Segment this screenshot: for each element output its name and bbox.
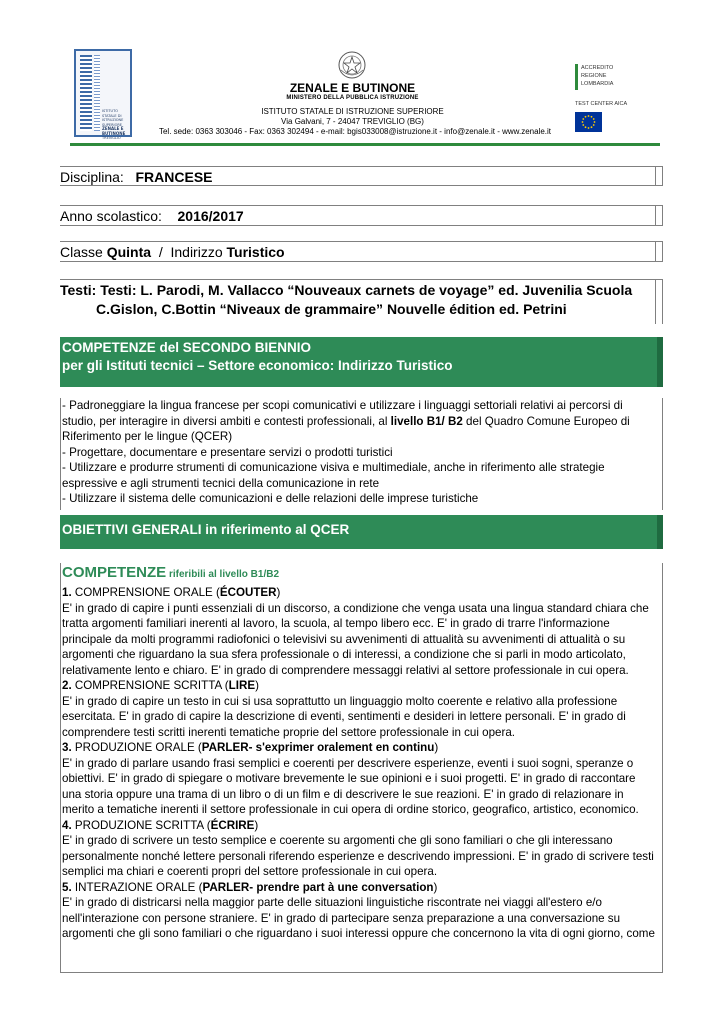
competenze-item: espressive e agli strumenti tecnici della comunicazione in rete bbox=[62, 476, 380, 490]
competenze-item: - Progettare, documentare e presentare servizi o prodotti turistici bbox=[62, 445, 393, 459]
test-center-label: TEST CENTER AICA bbox=[575, 101, 628, 107]
contacts-line: Tel. sede: 0363 303046 - Fax: 0363 302494 - e-mail: bgis033008@istruzione.it - info@zenale.it - www.zenale.it bbox=[158, 127, 552, 136]
section-text: personalmente nonché lettere personali riferendo esperienze e descrivendo impressioni. E' in grado di scrivere testi bbox=[62, 849, 654, 863]
section-text: E' in grado di scrivere un testo semplice e coerente su argomenti che gli sono familiari o che gli interessano bbox=[62, 834, 613, 847]
header-rule bbox=[70, 143, 660, 146]
anno-label: Anno scolastico: bbox=[60, 208, 162, 224]
anno-row bbox=[60, 205, 663, 226]
section-text: tratta argomenti familiari inerenti al lavoro, la scuola, al tempo libero ecc. E' in grado di trarre l'informazione bbox=[62, 617, 610, 630]
indirizzo-value: Turistico bbox=[226, 244, 285, 260]
school-logo-icon: ISTITUTO STATALE DI ISTRUZIONE SUPERIORE ZENALE E BUTINONE TREVIGLIO bbox=[74, 49, 132, 137]
section-text: obiettivi. E' in grado di spiegare o motivare brevemente le sue opinioni e i suoi progetti. E' in grado di raccontare bbox=[62, 772, 636, 785]
classe-value: Quinta bbox=[106, 244, 152, 260]
testi-line-2: C.Gislon, C.Bottin “Niveaux de grammaire” Nouvelle édition ed. Petrini bbox=[96, 301, 567, 317]
classe-row bbox=[60, 241, 663, 262]
address-line: Via Galvani, 7 - 24047 TREVIGLIO (BG) bbox=[281, 117, 424, 126]
testi-line-1: Testi: Testi: L. Parodi, M. Vallacco “Nouveaux carnets de voyage” ed. Juvenilia Scuola bbox=[60, 282, 633, 298]
indirizzo-label: Indirizzo bbox=[170, 244, 223, 260]
anno-value: 2016/2017 bbox=[177, 208, 244, 224]
section-heading: 1. COMPRENSIONE ORALE (ÉCOUTER) bbox=[62, 586, 281, 599]
section-heading: 5. INTERAZIONE ORALE (PARLER- prendre part à une conversation) bbox=[62, 880, 438, 894]
competenze-item: - Utilizzare il sistema delle comunicazioni e delle relazioni delle imprese turistiche bbox=[62, 492, 479, 505]
section-text: principale da molti programmi radiofonici o televisivi su avvenimenti di attualità su avvenimenti di attualità o su bbox=[62, 632, 626, 646]
section-heading: 3. PRODUZIONE ORALE (PARLER- s'exprimer oralement en continu) bbox=[62, 741, 439, 754]
competenze-header-line-1: COMPETENZE del SECONDO BIENNIO bbox=[62, 340, 312, 355]
competenze-list bbox=[60, 398, 663, 510]
disciplina-label: Disciplina: bbox=[60, 169, 124, 185]
section-text: argomenti che gli sono familiari o che riguardano i suoi interessi oppure che concernono la vita di ogni giorno, come bbox=[62, 927, 655, 940]
classe-label: Classe bbox=[60, 244, 103, 260]
section-text: semplici ma chiari e coerenti propri del settore professionale in cui opera. bbox=[62, 865, 438, 878]
eu-flag-icon bbox=[575, 112, 602, 132]
testi-section bbox=[60, 279, 663, 324]
section-text: relativamente lento e chiaro. E' in grado di comprendere messaggi relativi al settore professionale in cui opera. bbox=[62, 663, 629, 677]
institute-line: ISTITUTO STATALE DI ISTRUZIONE SUPERIORE bbox=[261, 107, 444, 116]
obiettivi-header bbox=[60, 515, 663, 549]
section-text: E' in grado di capire i punti essenziali di un discorso, a condizione che venga usata una lingua standard chiara che bbox=[62, 601, 649, 615]
section-text: E' in grado di parlare usando frasi semplici e coerenti per descrivere esperienze, eventi i suoi sogni, speranze o bbox=[62, 756, 634, 770]
competenze-header-line-2: per gli Istituti tecnici – Settore economico: Indirizzo Turistico bbox=[62, 358, 453, 373]
competenze-item: - Utilizzare e produrre strumenti di comunicazione visiva e multimediale, anche in riferimento alle strategie bbox=[62, 461, 605, 474]
competenze-item: - Padroneggiare la lingua francese per scopi comunicativi e utilizzare i linguaggi settoriali relativi ai percorsi di bbox=[62, 399, 623, 412]
section-text: nell'interazione con persone straniere. E' in grado di partecipare senza preparazione a una conversazione su bbox=[62, 911, 621, 925]
disciplina-row bbox=[60, 166, 663, 186]
section-text: E' in grado di districarsi nella maggior parte delle situazioni linguistiche riscontrate nei viaggi all'estero e/o bbox=[62, 896, 602, 909]
section-text: comprendere testi scritti inerenti tematiche proprie del settore professionale in cui opera. bbox=[62, 725, 516, 739]
section-heading: 2. COMPRENSIONE SCRITTA (LIRE) bbox=[62, 679, 259, 692]
ministry-line: MINISTERO DELLA PUBBLICA ISTRUZIONE bbox=[286, 95, 419, 101]
competenze-header bbox=[60, 337, 663, 387]
section-heading: 4. PRODUZIONE SCRITTA (ÉCRIRE) bbox=[62, 818, 259, 832]
section-text: merito a tematiche inerenti il settore professionale in cui opera di ordine storico, geografico, artistico, economico. bbox=[62, 803, 639, 816]
competenze-item: Riferimento per le lingue (QCER) bbox=[62, 430, 233, 443]
section-text: argomenti che riguardano la sua sfera professionale o di interessi, a condizione che si parli in modo articolato, bbox=[62, 648, 626, 661]
section-text: esercitata. E' in grado di capire la descrizione di eventi, sentimenti e desideri in lettere personali. E' in grado di bbox=[62, 710, 626, 723]
letterhead bbox=[0, 0, 725, 150]
school-name: ZENALE E BUTINONE bbox=[289, 81, 416, 95]
republic-emblem-icon bbox=[337, 50, 367, 80]
section-text: una storia oppure una trama di un libro o di un film e di descrivere le sue reazioni. E' in grado di relazionare in bbox=[62, 787, 624, 801]
obiettivi-header-text: OBIETTIVI GENERALI in riferimento al QCER bbox=[62, 522, 350, 537]
section-text: E' in grado di capire un testo in cui si usa soprattutto un linguaggio molto coerente e relativo alla professione bbox=[62, 694, 618, 708]
competenze-qcer bbox=[60, 563, 663, 973]
accreditation-badge: ACCREDITO REGIONE LOMBARDIA bbox=[575, 64, 635, 92]
competenze-qcer-title: COMPETENZE riferibili al livello B1/B2 bbox=[62, 564, 280, 581]
classe-separator: / bbox=[158, 244, 163, 260]
disciplina-value: FRANCESE bbox=[135, 169, 213, 185]
competenze-item: studio, per interagire in diversi ambiti e contesti professionali, al livello B1/ B2 del Quadro Comune Europeo di bbox=[62, 414, 630, 428]
